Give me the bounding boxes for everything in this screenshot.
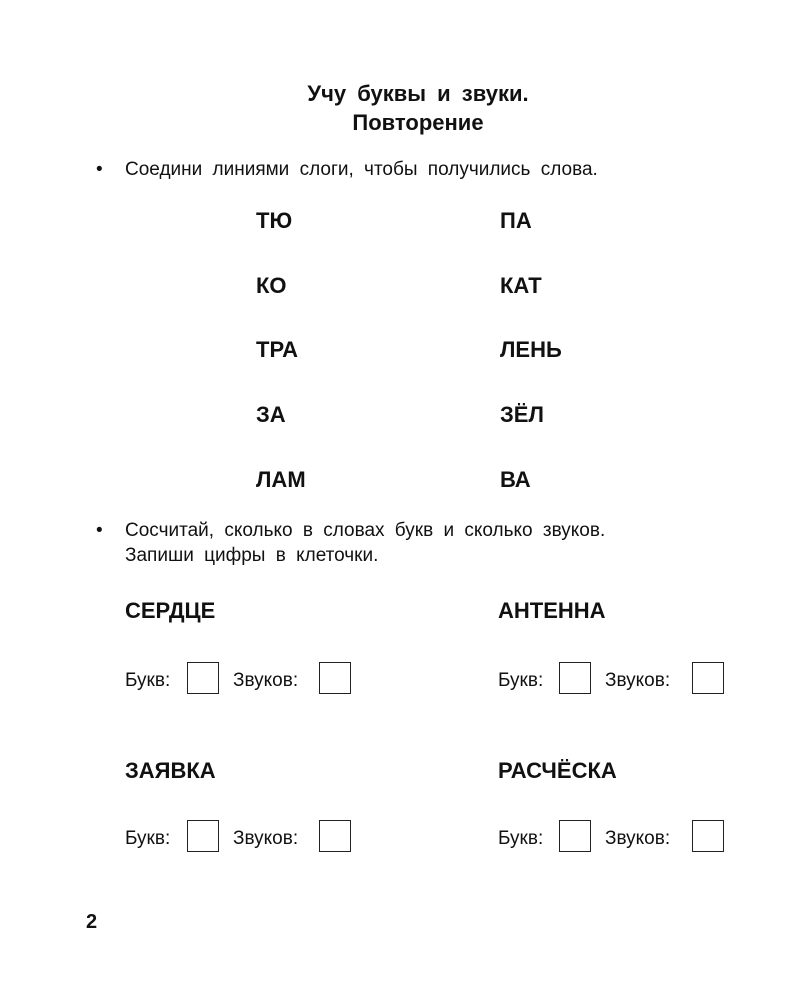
sounds-count-box[interactable] [319,662,351,694]
count-row-zayavka [125,820,365,854]
count-row-serdtse [125,662,365,696]
count-row-antenna [498,662,738,696]
bullet-icon: • [96,159,103,180]
page-title: Учу буквы и звуки. [307,81,529,106]
letters-count-box[interactable] [187,662,219,694]
letters-count-box[interactable] [559,820,591,852]
bullet-icon: • [96,520,103,541]
syllable-right-4[interactable]: ЗЁЛ [500,402,544,427]
count-row-raschyoska [498,820,738,854]
syllable-left-1[interactable]: ТЮ [256,208,293,233]
word-serdtse: СЕРДЦЕ [125,598,216,623]
syllable-right-5[interactable]: ВА [500,467,531,492]
word-antenna: АНТЕННА [498,598,606,623]
word-zayavka: ЗАЯВКА [125,758,216,783]
letters-count-box[interactable] [559,662,591,694]
syllable-left-5[interactable]: ЛАМ [256,467,306,492]
task2-instruction-line2: Запиши цифры в клеточки. [125,545,379,566]
task2-instruction-line1: Сосчитай, сколько в словах букв и сколько звуков. [125,520,606,541]
letters-count-box[interactable] [187,820,219,852]
sounds-label: Звуков: [233,828,299,849]
syllable-left-2[interactable]: КО [256,273,287,298]
syllable-left-3[interactable]: ТРА [256,337,299,362]
sounds-count-box[interactable] [319,820,351,852]
sounds-label: Звуков: [233,670,299,691]
page-subtitle: Повторение [352,110,484,135]
syllable-right-1[interactable]: ПА [500,208,532,233]
sounds-count-box[interactable] [692,820,724,852]
sounds-label: Звуков: [605,828,671,849]
word-raschyoska: РАСЧЁСКА [498,758,617,783]
task1-instruction-text: Соедини линиями слоги, чтобы получились слова. [125,159,598,180]
sounds-count-box[interactable] [692,662,724,694]
letters-label: Букв: [498,670,544,691]
sounds-label: Звуков: [605,670,671,691]
letters-label: Букв: [498,828,544,849]
syllable-left-4[interactable]: ЗА [256,402,286,427]
page-number: 2 [86,911,98,933]
letters-label: Букв: [125,670,171,691]
syllable-right-3[interactable]: ЛЕНЬ [500,337,562,362]
letters-label: Букв: [125,828,171,849]
syllable-right-2[interactable]: КАТ [500,273,542,298]
